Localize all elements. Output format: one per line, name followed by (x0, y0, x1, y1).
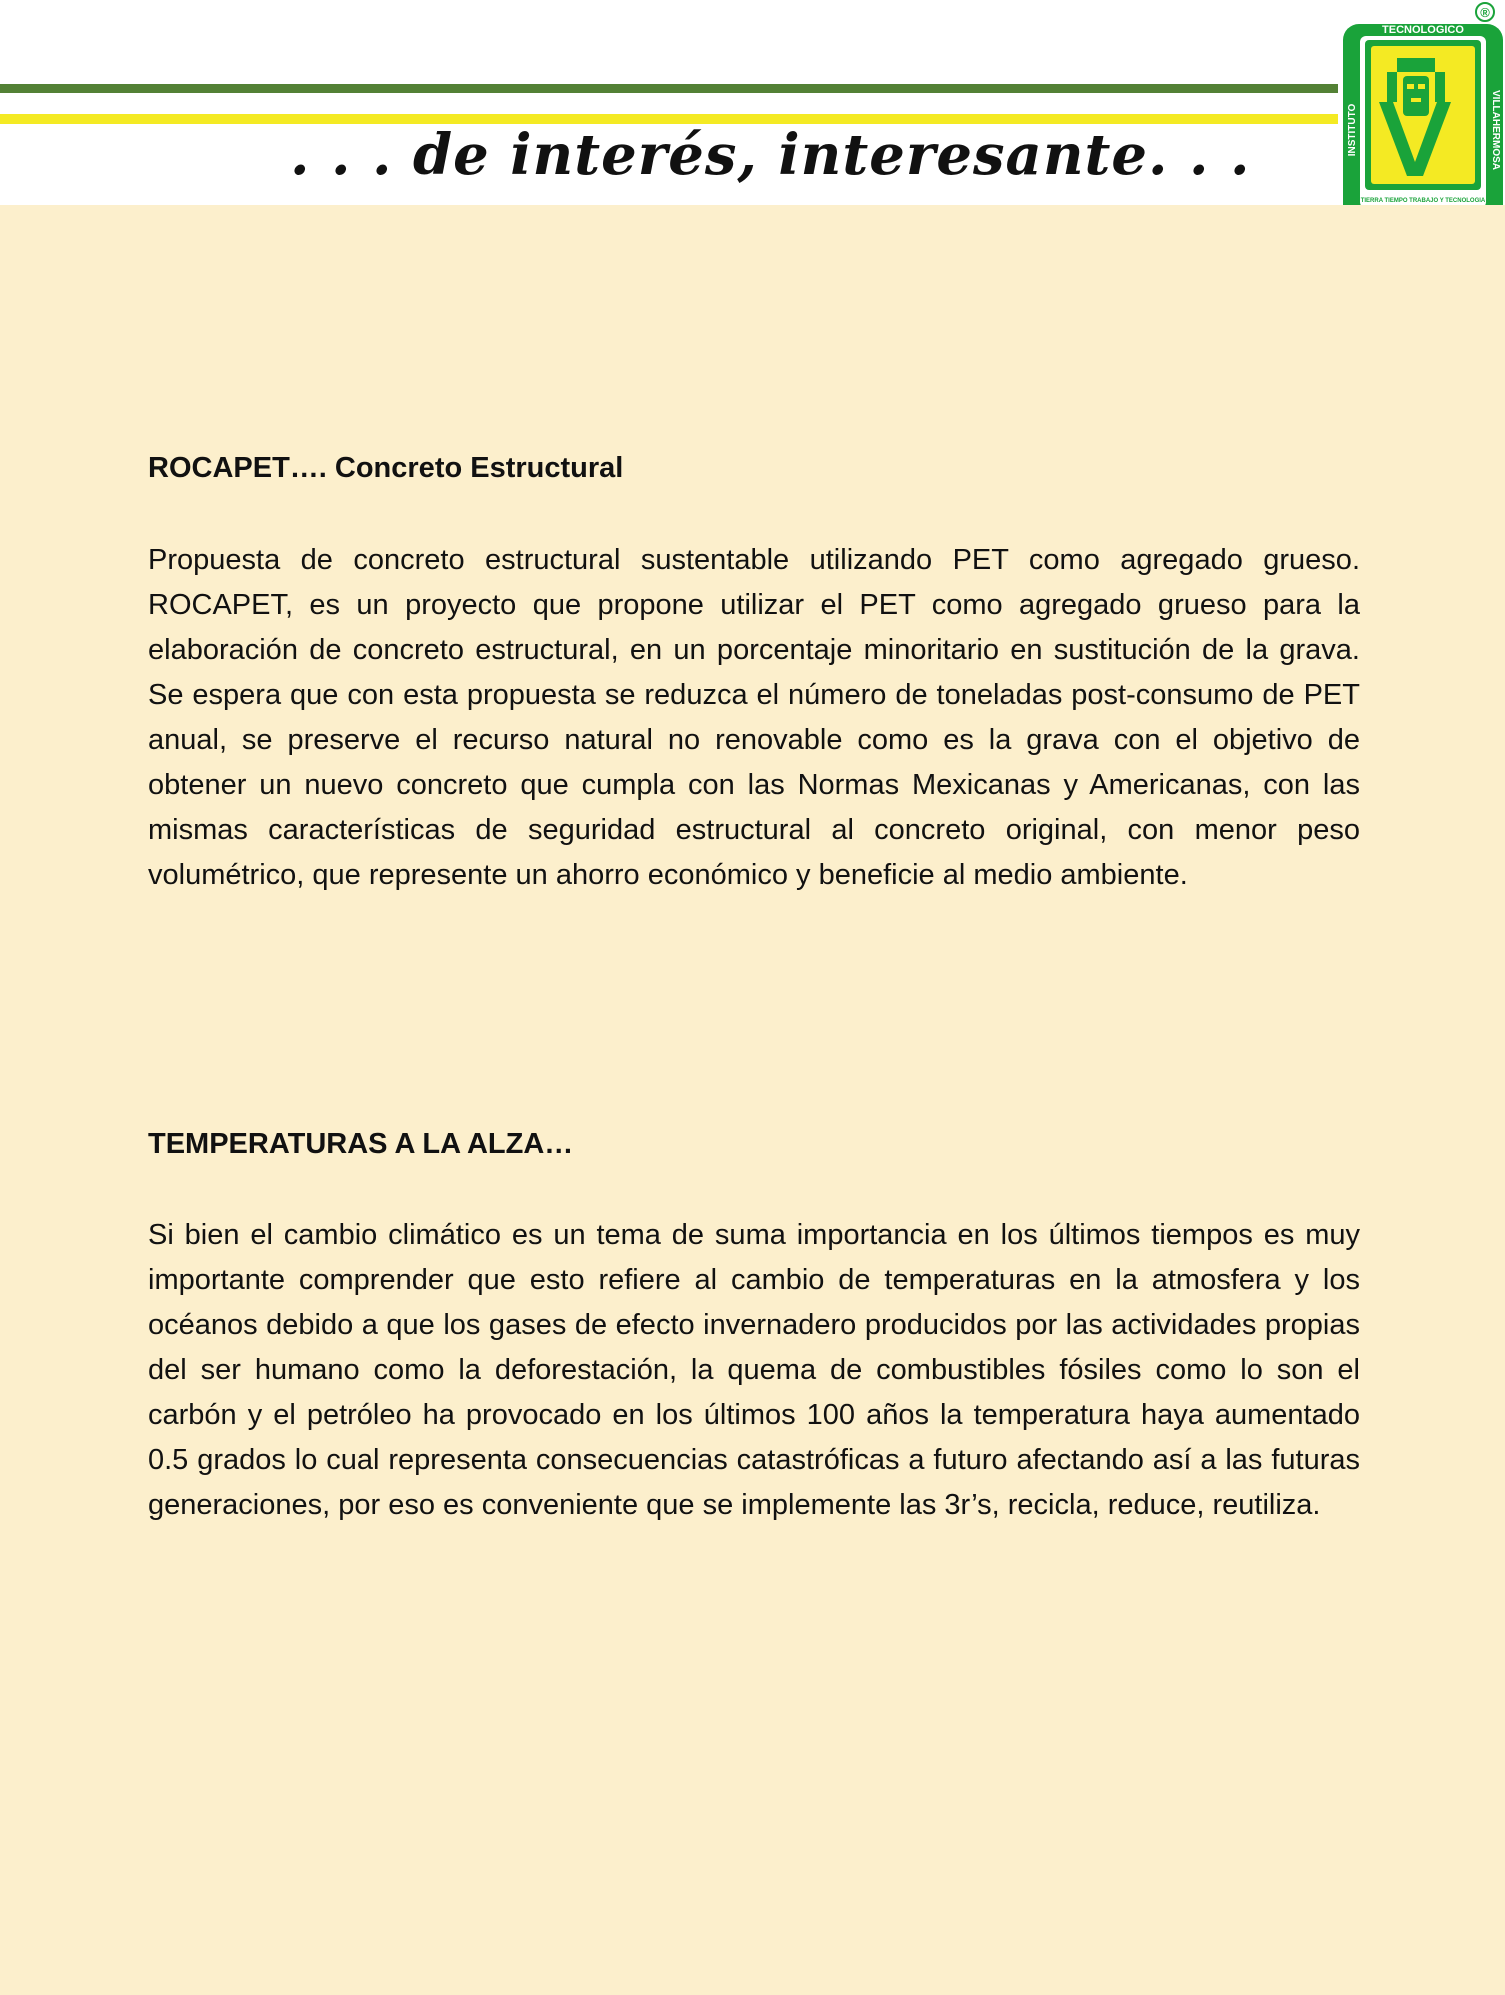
section-body-rocapet: Propuesta de concreto estructural sustentable utilizando PET como agregado grueso. ROCAPET, es un proyecto que propone utilizar el PET como agregado grueso para la elaboración de concreto estructural, en un porcentaje minoritario en sustitución de la grava. Se espera que con esta propuesta se reduzca el número de toneladas post-consumo de PET anual, se preserve el recurso natural no renovable como es la grava con el objetivo de obtener un nuevo concreto que cumpla con las Normas Mexicanas y Americanas, con las mismas características de seguridad estructural al concreto original, con menor peso volumétrico, que represente un ahorro económico y beneficie al medio ambiente. (148, 544, 1360, 891)
logo-top-text: TECNOLOGICO (1382, 24, 1464, 36)
content-page (0, 205, 1505, 1995)
section-title-temperaturas: TEMPERATURAS A LA ALZA… (148, 1128, 574, 1160)
logo-left-text: INSTITUTO (1347, 103, 1358, 157)
green-stripe (0, 84, 1338, 93)
header-slogan: . . . de interés, interesante. . . (290, 122, 1251, 188)
logo-inner-text: TIERRA TIEMPO TRABAJO Y TECNOLOGIA (1360, 198, 1486, 204)
section-title-rocapet: ROCAPET…. Concreto Estructural (148, 452, 624, 484)
section-body-temperaturas: Si bien el cambio climático es un tema de suma importancia en los últimos tiempos es muy importante comprender que esto refiere al cambio de temperaturas en la atmosfera y los océanos debido a que los gases de efecto invernadero producidos por las actividades propias del ser humano como la deforestación, la quema de combustibles fósiles como lo son el carbón y el petróleo ha provocado en los últimos 100 años la temperatura haya aumentado 0.5 grados lo cual representa consecuencias catastróficas a futuro afectando así a las futuras generaciones, por eso es conveniente que se implemente las 3r’s, recicla, reduce, reutiliza. (148, 1219, 1360, 1521)
header (0, 0, 1505, 205)
logo-registered-mark: ® (1480, 5, 1490, 20)
institute-logo-icon (1331, 0, 1505, 230)
logo-right-text: VILLAHERMOSA (1490, 90, 1501, 170)
